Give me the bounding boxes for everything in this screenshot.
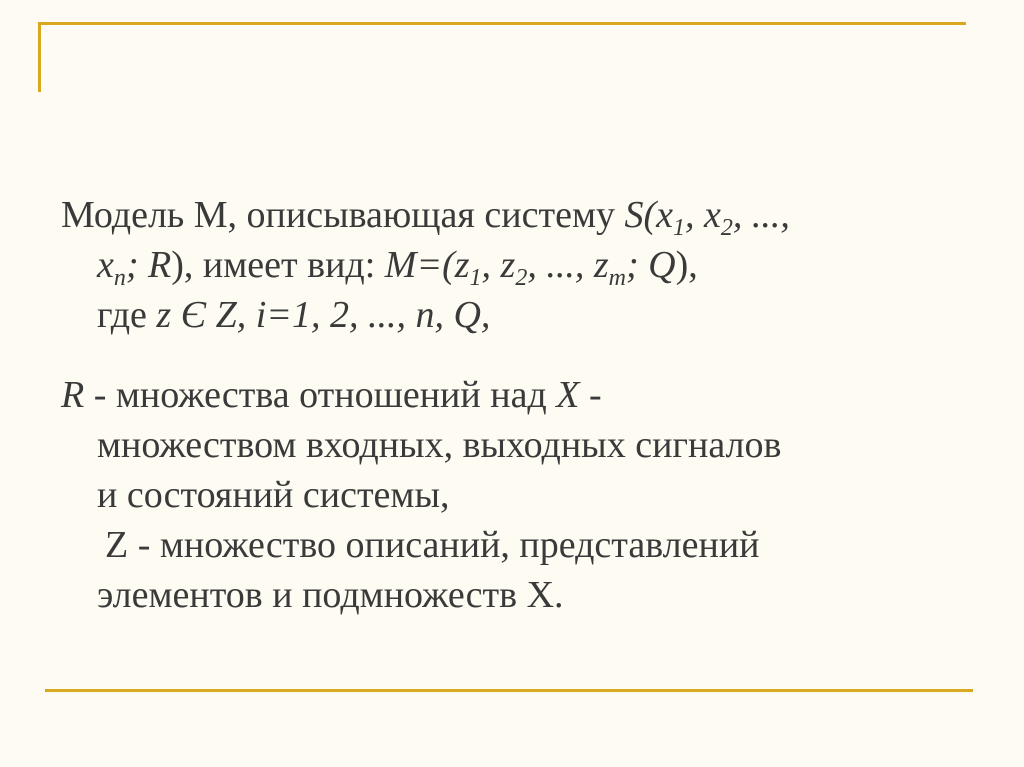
paragraph-model-definition xyxy=(61,190,790,340)
bottom-horizontal-rule xyxy=(45,689,973,692)
formula-xn-r: $x_n$; R xyxy=(97,244,172,291)
paragraph2-line1: R - множества отношений над X - xyxy=(61,374,602,416)
paragraph2-line4: Z - множество описаний, представлений xyxy=(105,524,760,566)
top-horizontal-rule xyxy=(38,22,966,25)
paragraph-relations xyxy=(61,370,781,620)
paragraph2-line5: элементов и подмножеств X. xyxy=(97,574,564,616)
paragraph1-line3: где z Є Z, i=1, 2, ..., n, Q, xyxy=(97,294,491,336)
symbol-r: R xyxy=(61,374,85,416)
symbol-x: X xyxy=(556,374,580,416)
paragraph1-line2: $x_n$; R), имеет вид: $M=(z_1$, $z_2$, ..., $z_m$; Q), xyxy=(97,244,698,291)
formula-s: $S(x_1$, $x_2$, ..., xyxy=(624,194,790,241)
paragraph1-line1: Модель М, описывающая систему $S(x_1$, $x_2$, ..., xyxy=(61,194,790,241)
formula-m: $M=(z_1$, $z_2$, ..., $z_m$; Q xyxy=(384,244,676,291)
paragraph2-line3: и состояний системы, xyxy=(97,474,450,516)
top-left-vertical-rule xyxy=(38,22,41,92)
formula-z: z Є Z, i=1, 2, ..., n, Q, xyxy=(156,294,491,336)
paragraph2-line2: множеством входных, выходных сигналов xyxy=(97,424,782,466)
